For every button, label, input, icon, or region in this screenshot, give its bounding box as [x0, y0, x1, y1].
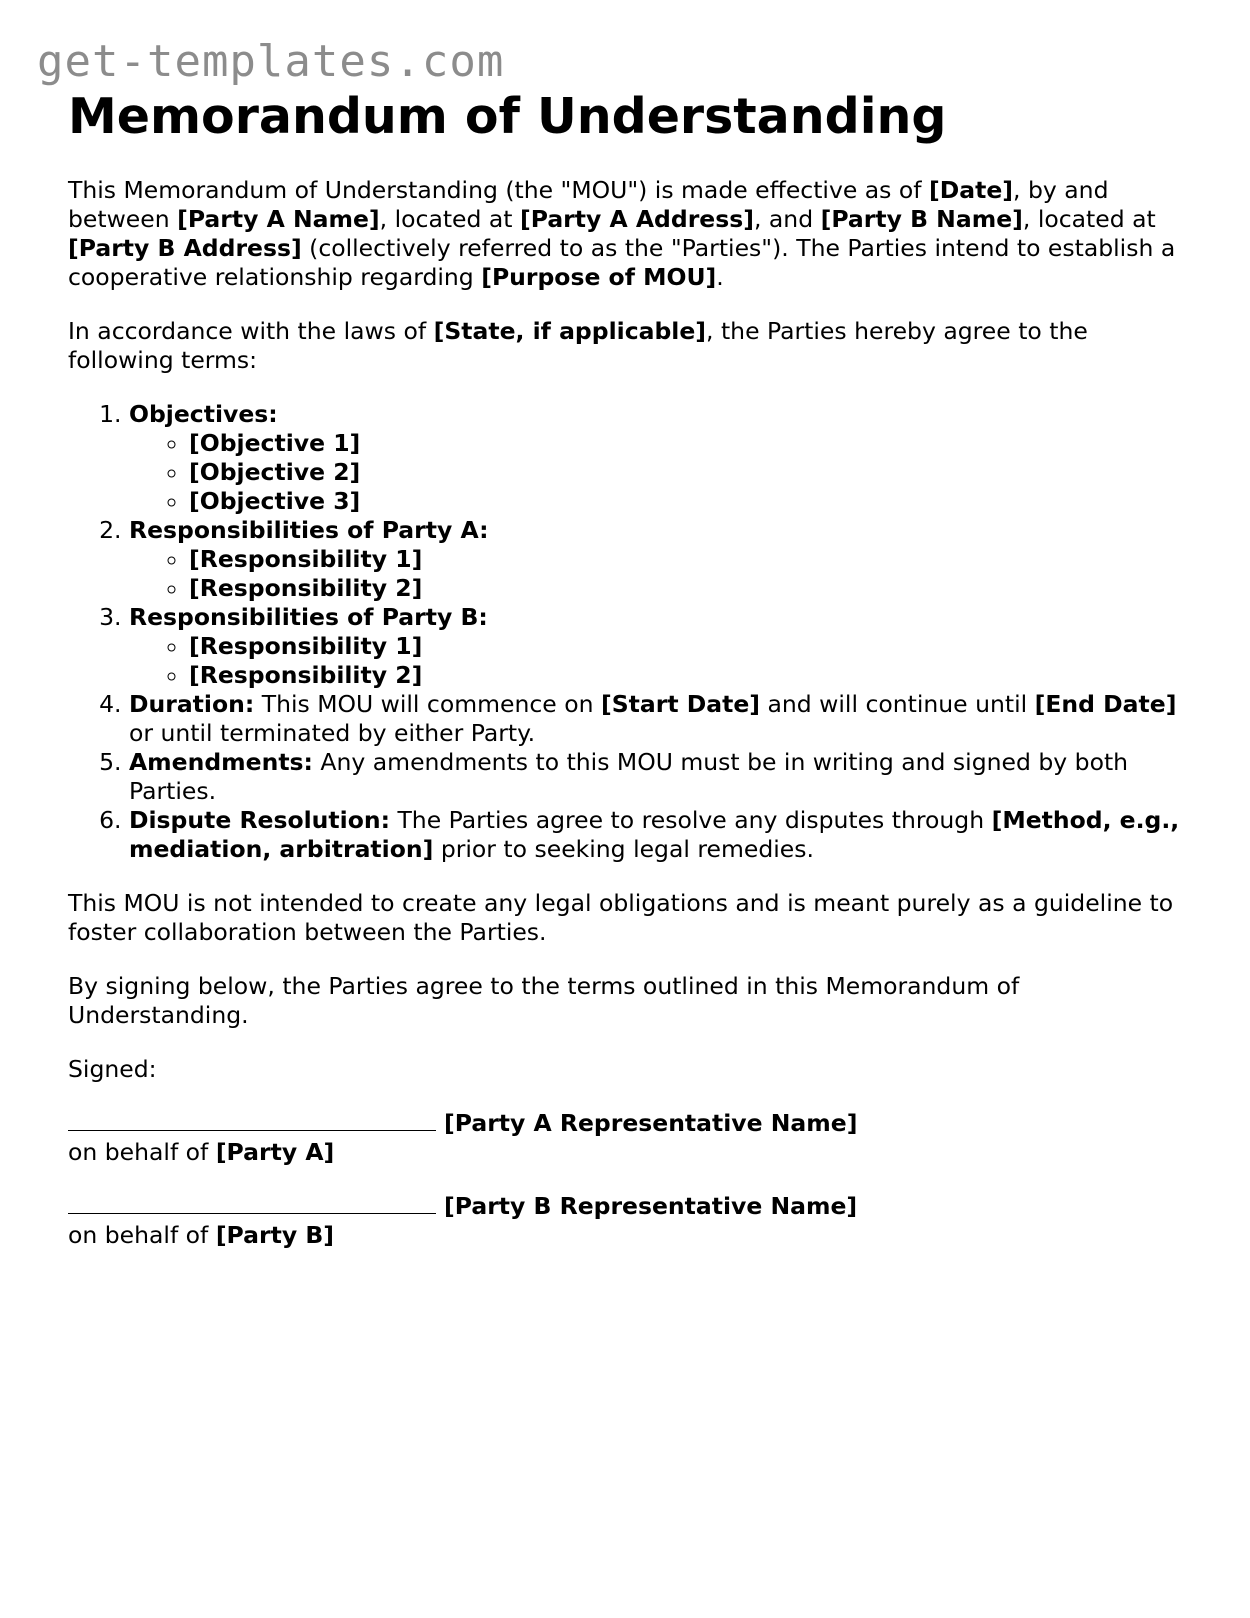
document-body: [68, 176, 1188, 1250]
watermark: get-templates.com: [37, 36, 505, 87]
signature-line[interactable]: [68, 1110, 436, 1131]
party-b-placeholder: [Party B]: [215, 1221, 334, 1249]
signature-block-party-b: [Party B Representative Name] on behalf of [Party B]: [68, 1192, 858, 1249]
objectives-list: [129, 429, 1188, 516]
start-date-placeholder: [Start Date]: [600, 690, 761, 718]
document-page: [68, 86, 1188, 1250]
party-a-responsibilities-list: [129, 545, 1188, 603]
closing-paragraph: This MOU is not intended to create any legal obligations and is meant purely as a guideline to foster collaboration between the Parties.: [68, 889, 1174, 946]
party-b-representative-name: [Party B Representative Name]: [444, 1192, 858, 1220]
term-responsibilities-party-b: 3. Responsibilities of Party B: ◦ [Responsibility 1] ◦ [Responsibility 2]: [129, 603, 1188, 690]
list-item: ◦ [Responsibility 2]: [189, 574, 1188, 603]
document-title: Memorandum of Understanding: [68, 88, 947, 145]
term-amendments: 5. Amendments: Any amendments to this MOU must be in writing and signed by both Parties.: [129, 748, 1188, 806]
party-b-name-placeholder: [Party B Name]: [820, 205, 1023, 233]
signed-label: Signed:: [68, 1055, 157, 1083]
list-item: ◦ [Responsibility 1]: [189, 632, 1188, 661]
term-dispute-resolution: 6. Dispute Resolution: The Parties agree to resolve any disputes through [Method, e.g., mediation, arbitration] prior to seeking legal remedies.: [129, 806, 1188, 864]
term-responsibilities-party-a: 2. Responsibilities of Party A: ◦ [Responsibility 1] ◦ [Responsibility 2]: [129, 516, 1188, 603]
signature-block-party-a: [Party A Representative Name] on behalf of [Party A]: [68, 1109, 858, 1166]
list-item: ◦ [Objective 3]: [189, 487, 1188, 516]
state-placeholder: [State, if applicable]: [433, 317, 707, 345]
term-objectives: 1. Objectives: ◦ [Objective 1] ◦ [Objective 2] ◦ [Objective 3]: [129, 400, 1188, 516]
end-date-placeholder: [End Date]: [1034, 690, 1177, 718]
party-a-representative-name: [Party A Representative Name]: [444, 1109, 858, 1137]
intro-paragraph: This Memorandum of Understanding (the "MOU") is made effective as of [Date], by and between [Party A Name], located at [Party A Address], and [Party B Name], located at [Party B Address] (collectively referred to as the "Parties"). The Parties intend to establish a cooperative relationship regarding [Purpose of MOU].: [68, 176, 1176, 291]
list-item: ◦ [Objective 1]: [189, 429, 1188, 458]
list-item: ◦ [Objective 2]: [189, 458, 1188, 487]
governing-law-paragraph: In accordance with the laws of [State, if applicable], the Parties hereby agree to the following terms:: [68, 317, 1088, 374]
party-b-address-placeholder: [Party B Address]: [68, 234, 302, 262]
list-item: ◦ [Responsibility 2]: [189, 661, 1188, 690]
terms-list: [68, 400, 1188, 864]
party-b-responsibilities-list: [129, 632, 1188, 690]
signing-paragraph: By signing below, the Parties agree to the terms outlined in this Memorandum of Understanding.: [68, 972, 1020, 1029]
method-placeholder: [Method, e.g., mediation, arbitration]: [129, 806, 1180, 863]
list-item: ◦ [Responsibility 1]: [189, 545, 1188, 574]
party-a-address-placeholder: [Party A Address]: [519, 205, 754, 233]
term-duration: 4. Duration: This MOU will commence on [Start Date] and will continue until [End Date] or until terminated by either Party.: [129, 690, 1188, 748]
purpose-placeholder: [Purpose of MOU]: [481, 263, 717, 291]
date-placeholder: [Date]: [929, 176, 1014, 204]
party-a-name-placeholder: [Party A Name]: [177, 205, 380, 233]
party-a-placeholder: [Party A]: [215, 1138, 335, 1166]
signature-line[interactable]: [68, 1193, 436, 1214]
